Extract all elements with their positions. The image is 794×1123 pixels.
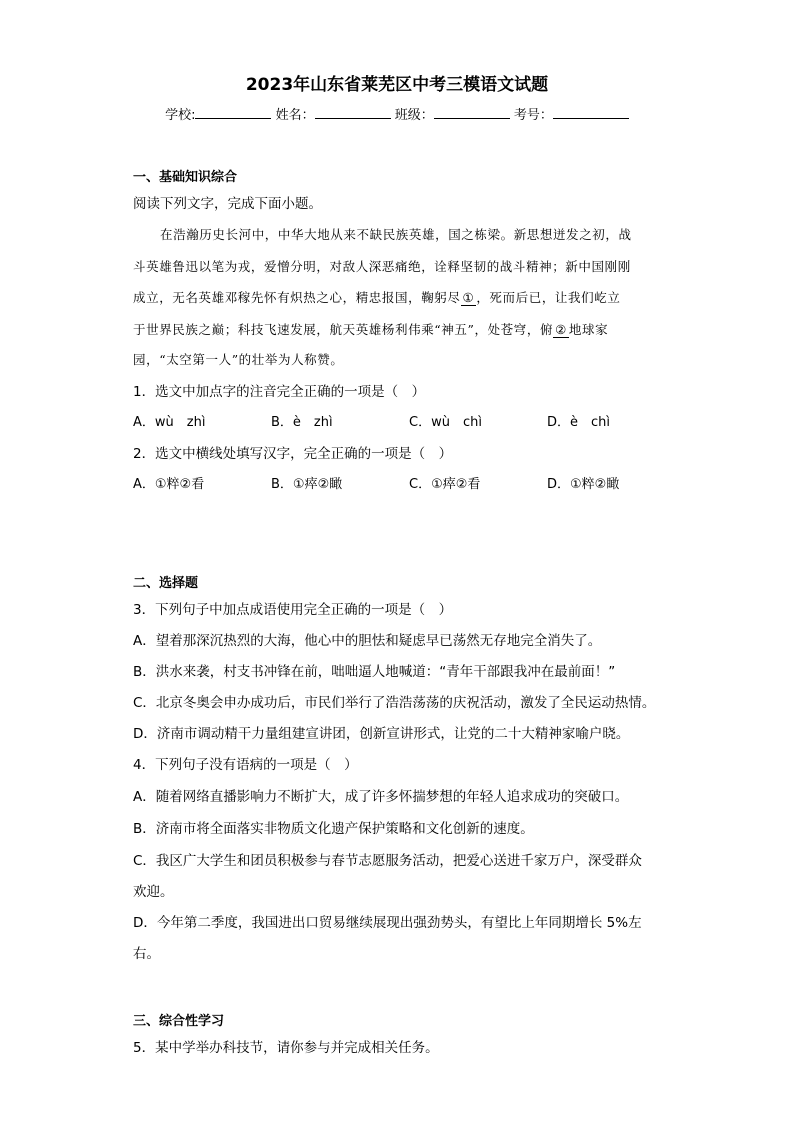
question-2-stem: 2．选文中横线处填写汉字，完全正确的一项是（ ） <box>133 446 453 462</box>
question-1-stem: 1．选文中加点字的注音完全正确的一项是（ ） <box>133 384 426 400</box>
passage-text: 于世界民族之巅；科技飞速发展，航天英雄杨利伟乘“神五”，处苍穹，俯 <box>133 322 554 337</box>
question-4-option-b: B．济南市将全面落实非物质文化遗产保护策略和文化创新的速度。 <box>133 821 534 837</box>
passage-line <box>133 320 608 338</box>
question-3-option-a: A．望着那深沉热烈的大海，他心中的胆怯和疑虑早已荡然无存地完全消失了。 <box>133 633 602 649</box>
passage-text: 成立，无名英雄邓稼先怀有炽热之心，精忠报国，鞠躬尽 <box>133 290 461 305</box>
fill-blank-1: ① <box>462 290 475 305</box>
name-blank <box>315 104 391 119</box>
question-3-option-b: B．洪水来袭，村支书冲锋在前，咄咄逼人地喊道：“青年干部跟我冲在最前面！” <box>133 664 616 680</box>
question-4-option-d-continued: 右。 <box>133 946 160 962</box>
passage-line: 园，“太空第一人”的壮举为人称赞。 <box>133 352 344 367</box>
section-heading-1: 一、基础知识综合 <box>133 170 238 185</box>
student-info-line <box>0 104 794 123</box>
class-blank <box>434 104 510 119</box>
question-4-option-d: D．今年第二季度，我国进出口贸易继续展现出强劲势头，有望比上年同期增长 5%左 <box>133 915 642 931</box>
school-label: 学校: <box>165 108 196 123</box>
question-3-stem: 3．下列句子中加点成语使用完全正确的一项是（ ） <box>133 602 453 618</box>
question-5-stem: 5．某中学举办科技节，请你参与并完成相关任务。 <box>133 1040 439 1056</box>
question-1-option-b: B．è zhì <box>271 415 333 430</box>
reading-instruction: 阅读下列文字，完成下面小题。 <box>133 196 322 212</box>
question-2-option-d: D．①粹②瞰 <box>547 477 620 492</box>
exam-number-label: 考号： <box>513 108 553 123</box>
section-heading-2: 二、选择题 <box>133 576 199 591</box>
name-label: 姓名： <box>275 108 315 123</box>
section-heading-3: 三、综合性学习 <box>133 1014 225 1029</box>
class-label: 班级： <box>394 108 434 123</box>
fill-blank-2: ② <box>555 322 567 337</box>
question-3-option-c: C．北京冬奥会申办成功后，市民们举行了浩浩荡荡的庆祝活动，激发了全民运动热情。 <box>133 695 656 711</box>
passage-line <box>133 288 620 306</box>
question-1-option-d: D．è chì <box>547 415 611 430</box>
passage-line: 在浩瀚历史长河中，中华大地从来不缺民族英雄，国之栋梁。新思想迸发之初，战 <box>160 227 632 242</box>
question-4-option-c: C．我区广大学生和团员积极参与春节志愿服务活动，把爱心送进千家万户，深受群众 <box>133 853 642 869</box>
passage-line: 斗英雄鲁迅以笔为戎，爱憎分明，对敌人深恶痛绝，诠释坚韧的战斗精神；新中国刚刚 <box>133 259 631 274</box>
question-4-option-a: A．随着网络直播影响力不断扩大，成了许多怀揣梦想的年轻人追求成功的突破口。 <box>133 789 629 805</box>
question-1-option-c: C．wù chì <box>409 415 482 430</box>
page-title: 2023年山东省莱芜区中考三模语文试题 <box>245 75 549 95</box>
question-4-option-c-continued: 欢迎。 <box>133 884 174 900</box>
question-3-option-d: D．济南市调动精干力量组建宣讲团，创新宣讲形式，让党的二十大精神家喻户晓。 <box>133 726 630 742</box>
school-blank <box>195 104 271 119</box>
question-2-option-a: A．①粹②看 <box>133 477 205 492</box>
question-2-option-c: C．①瘁②看 <box>409 477 481 492</box>
question-1-option-a: A．wù zhì <box>133 415 206 430</box>
exam-number-blank <box>553 104 629 119</box>
question-2-option-b: B．①瘁②瞰 <box>271 477 343 492</box>
question-4-stem: 4．下列句子没有语病的一项是（ ） <box>133 757 358 773</box>
passage-text: ，死而后已，让我们屹立 <box>476 290 621 305</box>
passage-text: 地球家 <box>568 322 609 337</box>
